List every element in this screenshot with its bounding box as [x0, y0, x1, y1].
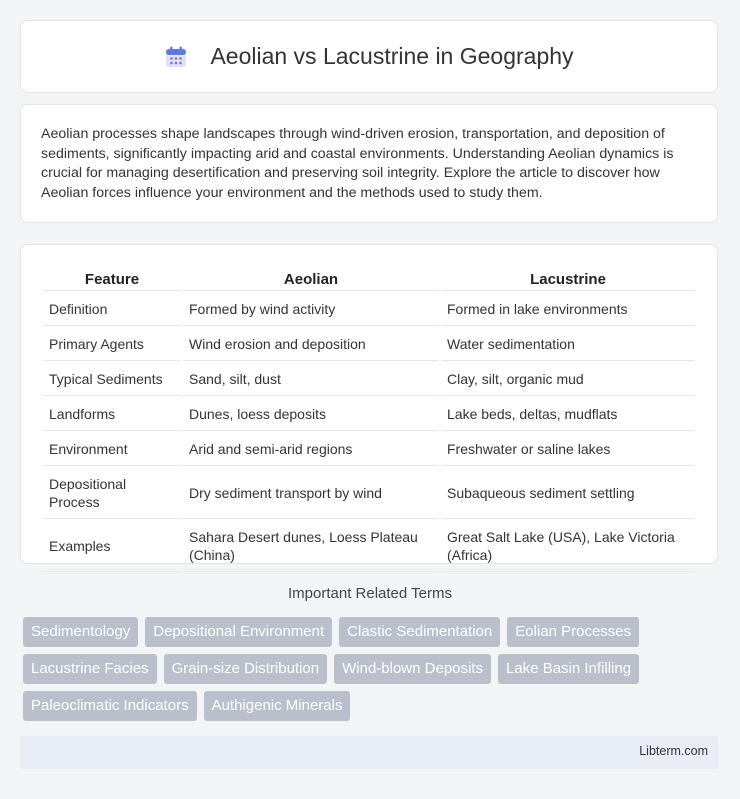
table-cell: Subaqueous sediment settling: [441, 468, 695, 519]
header-feature: Feature: [43, 267, 181, 291]
table-cell: Dunes, loess deposits: [183, 398, 439, 431]
comparison-table-card: [20, 244, 718, 564]
table-cell: Lake beds, deltas, mudflats: [441, 398, 695, 431]
table-cell: Depositional Process: [43, 468, 181, 519]
table-cell: Wind erosion and deposition: [183, 328, 439, 361]
table-cell: Typical Sediments: [43, 363, 181, 396]
related-terms-title: Important Related Terms: [288, 585, 452, 602]
table-cell: Formed by wind activity: [183, 293, 439, 326]
table-cell: Primary Agents: [43, 328, 181, 361]
related-term-tag[interactable]: Grain-size Distribution: [164, 654, 328, 684]
table-cell: Definition: [43, 293, 181, 326]
table-cell: Sahara Desert dunes, Loess Plateau (China): [183, 521, 439, 572]
table-cell: Clay, silt, organic mud: [441, 363, 695, 396]
footer: [20, 736, 718, 769]
related-terms-list: [23, 617, 723, 721]
table-row: [43, 468, 695, 519]
table-cell: Examples: [43, 521, 181, 572]
related-term-tag[interactable]: Eolian Processes: [507, 617, 639, 647]
related-term-tag[interactable]: Sedimentology: [23, 617, 138, 647]
table-cell: Dry sediment transport by wind: [183, 468, 439, 519]
table-cell: Formed in lake environments: [441, 293, 695, 326]
table-cell: Water sedimentation: [441, 328, 695, 361]
table-row: [43, 521, 695, 572]
table-row: [43, 363, 695, 396]
table-cell: Environment: [43, 433, 181, 466]
table-header-row: [43, 267, 695, 291]
related-term-tag[interactable]: Depositional Environment: [145, 617, 332, 647]
table-cell: Sand, silt, dust: [183, 363, 439, 396]
related-term-tag[interactable]: Wind-blown Deposits: [334, 654, 491, 684]
table-cell: Landforms: [43, 398, 181, 431]
table-row: [43, 293, 695, 326]
header-aeolian: Aeolian: [183, 267, 439, 291]
related-term-tag[interactable]: Authigenic Minerals: [204, 691, 351, 721]
table-cell: Arid and semi-arid regions: [183, 433, 439, 466]
header-lacustrine: Lacustrine: [441, 267, 695, 291]
comparison-table: [41, 265, 697, 574]
related-term-tag[interactable]: Lake Basin Infilling: [498, 654, 639, 684]
table-cell: Freshwater or saline lakes: [441, 433, 695, 466]
page-title-text: Aeolian vs Lacustrine in Geography: [210, 43, 574, 69]
related-term-tag[interactable]: Paleoclimatic Indicators: [23, 691, 197, 721]
related-term-tag[interactable]: Lacustrine Facies: [23, 654, 157, 684]
footer-site-link[interactable]: Libterm.com: [639, 744, 708, 758]
table-row: [43, 328, 695, 361]
page-title: [164, 43, 573, 70]
header-card: [20, 20, 718, 93]
intro-card: [20, 104, 718, 223]
table-row: [43, 398, 695, 431]
intro-text: Aeolian processes shape landscapes through wind-driven erosion, transportation, and deposition of sediments, significantly impacting arid and coastal environments. Understanding Aeolian dynamics is crucial for managing desertification and preserving soil integrity. Explore the article to discover how Aeolian forces influence your environment and the methods used to study them.: [41, 126, 674, 201]
related-term-tag[interactable]: Clastic Sedimentation: [339, 617, 500, 647]
table-row: [43, 433, 695, 466]
calendar-icon: [164, 45, 188, 69]
table-cell: Great Salt Lake (USA), Lake Victoria (Africa): [441, 521, 695, 572]
